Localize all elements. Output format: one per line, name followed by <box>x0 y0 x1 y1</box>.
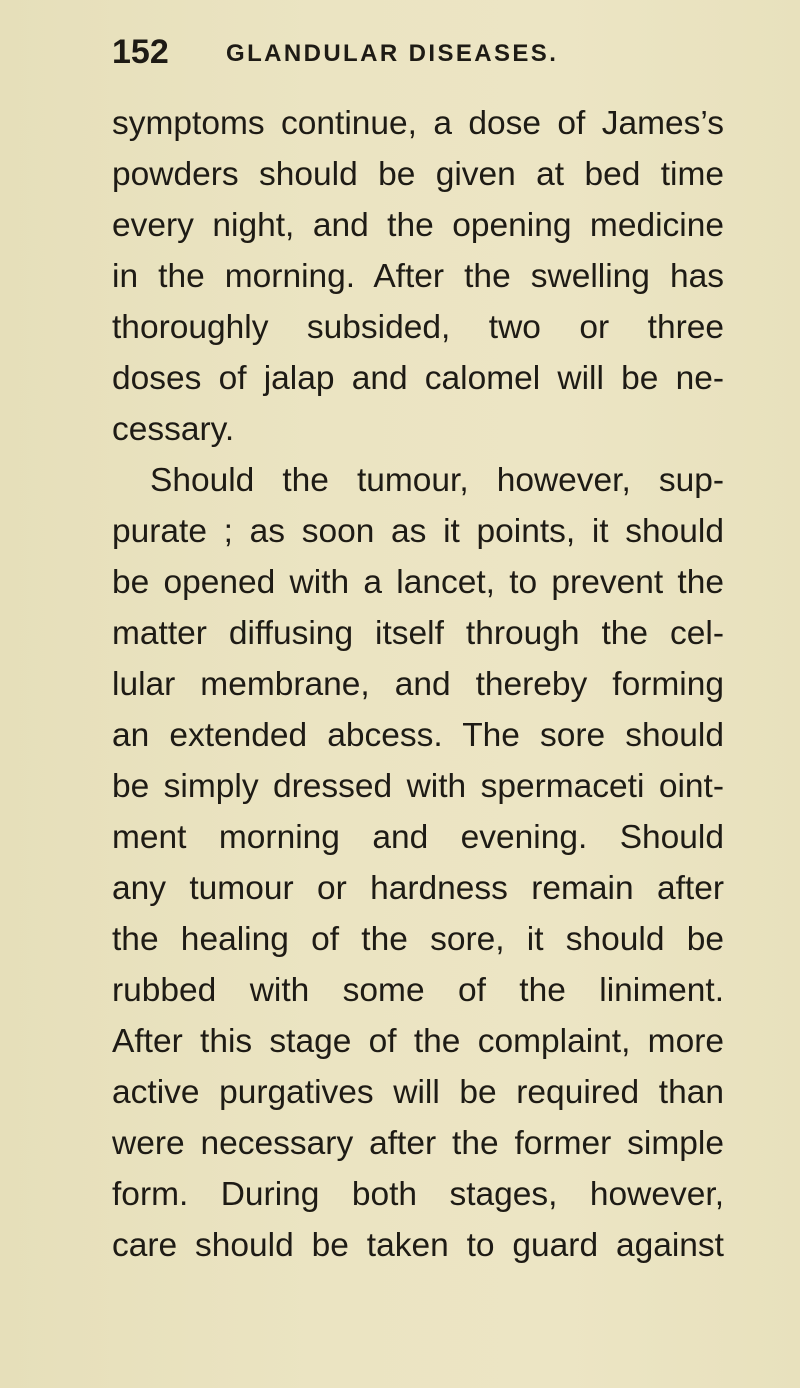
text-line: the healing of the sore, it should be <box>112 921 724 958</box>
text-line: matter diffusing itself through the cel- <box>112 615 724 652</box>
text-line: lular membrane, and thereby forming <box>112 666 724 703</box>
page-header <box>112 30 712 74</box>
text-line: symptoms continue, a dose of James’s <box>112 105 724 142</box>
text-line: purate ; as soon as it points, it should <box>112 513 724 550</box>
text-line: care should be taken to guard against <box>112 1227 724 1264</box>
text-line: be opened with a lancet, to prevent the <box>112 564 724 601</box>
text-line: rubbed with some of the liniment. <box>112 972 724 1009</box>
text-line: form. During both stages, however, <box>112 1176 724 1213</box>
text-line: doses of jalap and calomel will be ne- <box>112 360 724 397</box>
text-line: active purgatives will be required than <box>112 1074 724 1111</box>
text-line: powders should be given at bed time <box>112 156 724 193</box>
page-number: 152 <box>112 33 169 71</box>
text-line: an extended abcess. The sore should <box>112 717 724 754</box>
text-line: After this stage of the complaint, more <box>112 1023 724 1060</box>
text-line: were necessary after the former simple <box>112 1125 724 1162</box>
text-line: ment morning and evening. Should <box>112 819 724 856</box>
paragraph-start-line: Should the tumour, however, sup- <box>150 462 724 499</box>
text-line: any tumour or hardness remain after <box>112 870 724 907</box>
text-line: every night, and the opening medicine <box>112 207 724 244</box>
running-head: GLANDULAR DISEASES. <box>226 40 559 67</box>
text-line: thoroughly subsided, two or three <box>112 309 724 346</box>
text-line: be simply dressed with spermaceti oint- <box>112 768 724 805</box>
text-line: in the morning. After the swelling has <box>112 258 724 295</box>
text-line: cessary. <box>112 411 235 448</box>
body-text <box>112 98 724 1271</box>
